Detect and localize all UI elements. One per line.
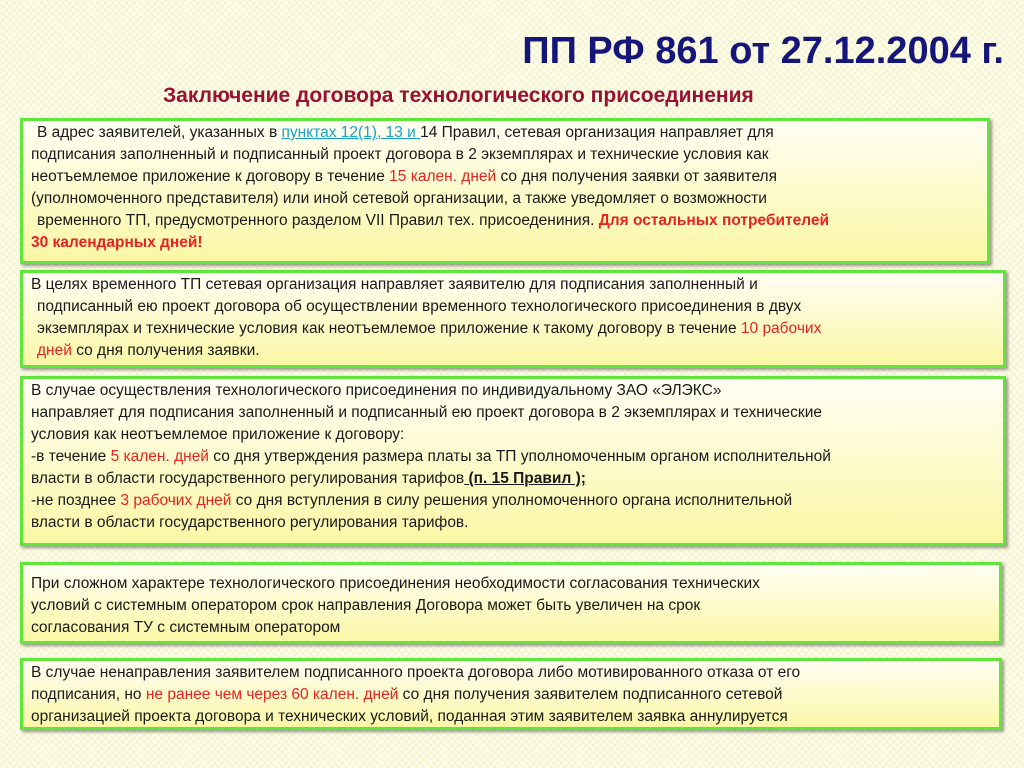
- text-line: организацией проекта договора и технических условий, поданная этим заявителем заявка аннулируется: [31, 708, 788, 725]
- text-line: подписанный ею проект договора об осуществлении временного технологического присоединения в двух: [37, 298, 802, 315]
- page-title: ПП РФ 861 от 27.12.2004 г.: [522, 30, 1004, 72]
- text-line: [31, 232, 981, 254]
- text-block-application-cancellation: [20, 658, 1002, 730]
- text-line: временного ТП, предусмотренного разделом VII Правил тех. присоедениния. Для остальных потребителей: [37, 212, 829, 229]
- text-line: При сложном характере технологического присоединения необходимости согласования технических: [31, 575, 760, 592]
- deadline-highlight: дней: [37, 342, 72, 359]
- text-line: направляет для подписания заполненный и подписанный ею проект договора в 2 экземплярах и технические: [31, 404, 822, 421]
- deadline-highlight: 5 кален. дней: [110, 448, 209, 465]
- deadline-highlight: 3 рабочих дней: [120, 492, 232, 509]
- rules-reference: (п. 15 Правил );: [464, 470, 586, 487]
- page-subtitle: Заключение договора технологического присоединения: [163, 84, 754, 107]
- text-line: власти в области государственного регулирования тарифов (п. 15 Правил );: [31, 470, 586, 487]
- deadline-highlight: 15 кален. дней: [389, 168, 497, 185]
- text-line: дней со дня получения заявки.: [37, 342, 260, 359]
- text-line: (уполномоченного представителя) или иной сетевой организации, а также уведомляет о возможности: [31, 190, 767, 207]
- text-line: условия как неотъемлемое приложение к договору:: [31, 426, 405, 443]
- text-line: власти в области государственного регулирования тарифов.: [31, 514, 469, 531]
- text-line: экземплярах и технические условия как неотъемлемое приложение к такому договору в течение 10 рабочих: [37, 320, 822, 337]
- text-line: условий с системным оператором срок направления Договора может быть увеличен на срок: [31, 597, 701, 614]
- text-line: -в течение 5 кален. дней со дня утверждения размера платы за ТП уполномоченным органом исполнительной: [31, 448, 831, 465]
- text-line: согласования ТУ с системным оператором: [31, 619, 341, 636]
- text-block-complex-connection: [20, 562, 1002, 644]
- deadline-highlight: Для остальных потребителей: [598, 212, 829, 229]
- text-line: В случае осуществления технологического присоединения по индивидуальному ЗАО «ЭЛЭКС»: [31, 382, 722, 399]
- text-block-temporary-connection: [20, 270, 1006, 368]
- text-line: В адрес заявителей, указанных в пунктах 12(1), 13 и 14 Правил, сетевая организация направляет для: [37, 124, 774, 141]
- text-block-individual-connection: [20, 376, 1006, 546]
- deadline-highlight: не ранее чем через 60 кален. дней: [145, 686, 399, 703]
- text-line: В случае ненаправления заявителем подписанного проекта договора либо мотивированного отказа от его: [31, 664, 801, 681]
- text-line: подписания, но не ранее чем через 60 кален. дней со дня получения заявителем подписанного сетевой: [31, 686, 783, 703]
- deadline-highlight: 10 рабочих: [740, 320, 822, 337]
- rules-points-link[interactable]: пунктах 12(1), 13 и: [281, 124, 421, 141]
- text-line: неотъемлемое приложение к договору в течение 15 кален. дней со дня получения заявки от заявителя: [31, 168, 777, 185]
- text-block-application-terms: [20, 118, 990, 264]
- text-line: В целях временного ТП сетевая организация направляет заявителю для подписания заполненный и: [31, 276, 758, 293]
- text-line: подписания заполненный и подписанный проект договора в 2 экземплярах и технические условия как: [31, 146, 769, 163]
- deadline-highlight: 30 календарных дней!: [31, 234, 203, 251]
- text-line: -не позднее 3 рабочих дней со дня вступления в силу решения уполномоченного органа исполнительной: [31, 492, 793, 509]
